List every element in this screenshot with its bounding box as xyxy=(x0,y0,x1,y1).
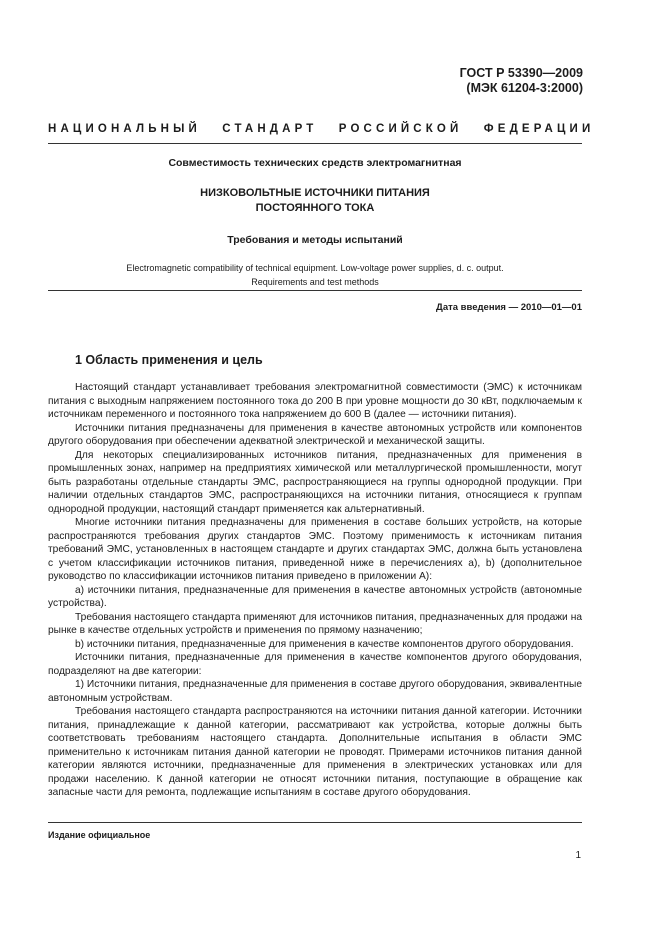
section-heading: 1 Область применения и цель xyxy=(75,353,263,367)
list-item-b: b) источники питания, предназначенные для применения в качестве компонентов другого оборудования. xyxy=(75,638,574,650)
compatibility-title: Совместимость технических средств электромагнитная xyxy=(168,157,462,169)
main-title-line-1: НИЗКОВОЛЬТНЫЕ ИСТОЧНИКИ ПИТАНИЯ xyxy=(200,187,430,199)
standard-number-block xyxy=(460,66,583,96)
paragraph: Для некоторых специализированных источников питания, предназначенных для применения в промышленных зонах, например на предприятиях химической или металлургической промышленности, могут быть разработаны отдельные стандарты ЭМС, распространяющиеся на группы однородной продукции. При наличии отдельных стандартов ЭМС, распространяющихся на источники питания, относящиеся к группам однородной продукции, настоящий стандарт применяется как альтернативный. xyxy=(48,449,582,515)
iec-number: (МЭК 61204-3:2000) xyxy=(466,81,583,95)
paragraph: Многие источники питания предназначены для применения в составе больших устройств, на которые распространяются требования других стандартов ЭМС. Поэтому применимость к источникам питания требований ЭМС, установленных в настоящем стандарте и других стандартах ЭМС, должна быть установлена с учетом классификации источников питания, приведенной ниже в перечислениях а), b) (дополнительное руководство по классификации источников питания приведено в приложении А): xyxy=(48,517,582,582)
page-number: 1 xyxy=(575,850,581,861)
english-title xyxy=(48,261,582,289)
english-title-line-2: Requirements and test methods xyxy=(251,277,379,287)
list-item-1: 1) Источники питания, предназначенные для применения в составе другого оборудования, эквивалентные автономным устройствам. xyxy=(48,679,582,704)
paragraph: Требования настоящего стандарта распространяются на источники питания данной категории. Источники питания, принадлежащие к данной категории, рассматривают как устройства, которые должны быть соответствовать требованиям настоящего стандарта. Дополнительные испытания в области ЭМС применительно к источникам питания данной категории не проводят. Примерами источников питания данной категории являются источники, предназначенные для применения в электрических установках или для продажи населению. К данной категории не относят источники питания, поступающие в обращение как запасные части для ремонта, подлежащие испытаниям в составе другого оборудования. xyxy=(48,706,582,798)
section-body xyxy=(48,381,582,800)
paragraph: Настоящий стандарт устанавливает требования электромагнитной совместимости (ЭМС) к источникам питания с выходным напряжением постоянного тока до 200 В при уровне мощности до 30 кВт, подключаемым к источникам переменного и постоянного тока напряжением до 600 В (далее — источники питания). xyxy=(48,382,582,420)
national-standard-title: НАЦИОНАЛЬНЫЙ СТАНДАРТ РОССИЙСКОЙ ФЕДЕРАЦИИ xyxy=(48,123,595,135)
edition-label: Издание официальное xyxy=(48,830,151,840)
paragraph: Источники питания предназначены для применения в качестве автономных устройств или компонентов другого оборудования при обеспечении адекватной электрической и механической защиты. xyxy=(48,422,582,447)
list-item-a: а) источники питания, предназначенные для применения в качестве автономных устройств (автономные устройства). xyxy=(48,584,582,609)
footer-divider xyxy=(48,822,582,823)
main-title xyxy=(48,186,582,216)
paragraph: Источники питания, предназначенные для применения в качестве компонентов другого оборудования, подразделяют на две категории: xyxy=(48,652,582,677)
standard-number: ГОСТ Р 53390—2009 xyxy=(459,66,583,80)
english-title-line-1: Electromagnetic compatibility of technical equipment. Low-voltage power supplies, d. c. output. xyxy=(126,263,504,273)
introduction-date: Дата введения — 2010—01—01 xyxy=(436,302,582,313)
main-title-line-2: ПОСТОЯННОГО ТОКА xyxy=(255,202,375,214)
paragraph: Требования настоящего стандарта применяют для источников питания, предназначенных для продажи на рынке в качестве отдельных устройств и применения по прямому назначению; xyxy=(48,611,582,636)
title-divider-bottom xyxy=(48,290,582,291)
title-divider-top xyxy=(48,143,582,144)
subtitle: Требования и методы испытаний xyxy=(227,234,403,246)
